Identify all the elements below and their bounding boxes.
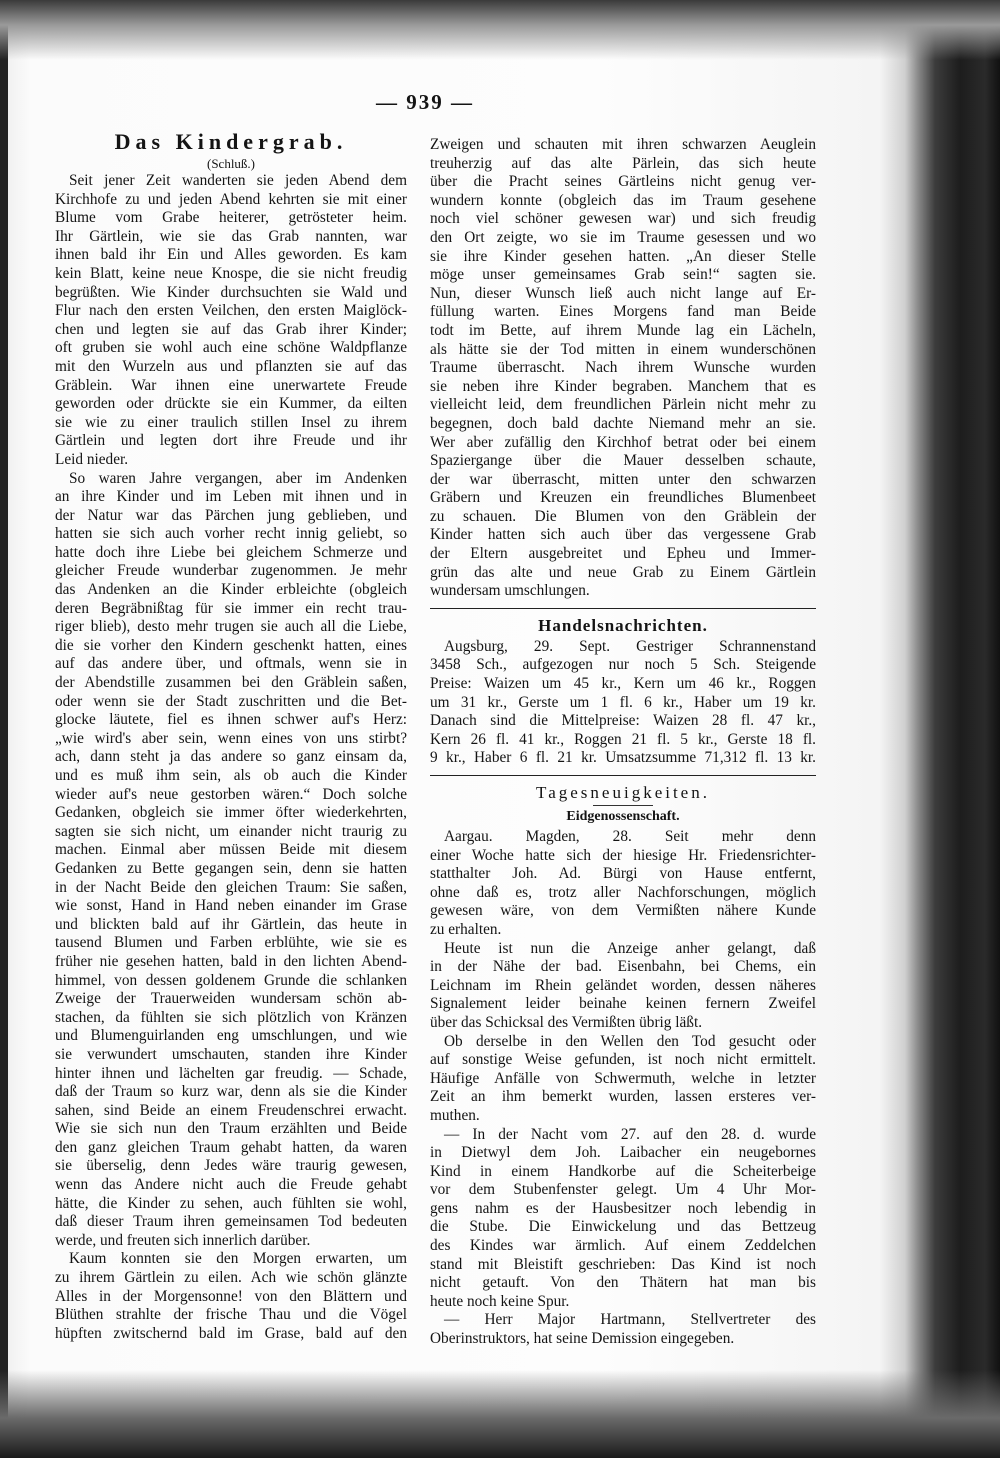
text-line: Alles in der Morgensonne! von den Blättern und (55, 1287, 407, 1305)
text-line: Kirchhofe zu und jeden Abend kehrten sie mit einer (55, 190, 407, 208)
text-line: Spaziergange über die Mauer desselben schaute, (430, 452, 816, 470)
text-line: zu erhalten. (430, 920, 502, 938)
section-divider (430, 775, 816, 776)
text-line: Gräbern und Kreuzen ein freundliches Blumenbeet (430, 489, 816, 507)
text-line: chen und legten sie auf das Grab ihrer Kinder; (55, 320, 407, 338)
text-line: und Blumenguirlanden eng umschlungen, und wie (55, 1027, 407, 1045)
text-line: Oberinstruktors, hat seine Demission eingegeben. (430, 1330, 735, 1348)
text-line: den Ort zeigte, wo sie im Traume gesessen und wo (430, 228, 816, 246)
text-line: mit den Wurzeln aus und pflanzten sie auf das (55, 357, 407, 375)
text-line: der war überrascht, mitten unter den schwarzen (430, 470, 816, 488)
text-line: begrüßten. Wie Kinder durchsuchten sie Wald und (55, 283, 407, 301)
text-line: Blume vom Grabe heiterer, getrösteter heim. (55, 209, 407, 227)
text-line: tausend Blumen und Farben erblühte, wie sie es (55, 934, 407, 952)
text-line: Gedanken, obgleich sie immer öfter wiederkehrten, (55, 804, 407, 822)
text-line: „wie wird's aber sein, wenn eines von uns stirbt? (55, 729, 407, 747)
text-line: Signalement leider beinahe keinen fernern Zweifel (430, 995, 816, 1013)
text-line: wundern konnte (obgleich das im Traum gesehene (430, 191, 816, 209)
text-line: über die Pracht seines Gärtleins nicht genug ver- (430, 173, 816, 191)
page-left-edge (0, 0, 8, 1458)
text-line: nicht getauft. Von den Thätern hat man bis (430, 1274, 816, 1292)
text-line: hätte, die Kinder zu sehen, auch fühlten sie wohl, (55, 1194, 407, 1212)
text-line: statthalter Joh. Ad. Bürgi von Hause entfernt, (430, 865, 816, 883)
text-line: Kern 26 fl. 41 kr., Roggen 21 fl. 5 kr., Gerste 18 fl. (430, 730, 816, 748)
text-line: um 31 kr., Gerste um 1 fl. 6 kr., Haber um 19 kr. (430, 693, 816, 711)
text-line: Häufige Anfälle von Schwermuth, welche in letzter (430, 1069, 816, 1087)
text-line: riger blieb), desto mehr trugen sie auch all die Liebe, (55, 618, 407, 636)
text-line: Flur nach den ersten Veilchen, den ersten Maiglöck- (55, 302, 407, 320)
text-line: Nun, dieser Wunsch ließ auch nicht lange auf Er- (430, 284, 816, 302)
text-line: auf sonstige Weise gefunden, ist noch nicht ermittelt. (430, 1051, 816, 1069)
text-line: — In der Nacht vom 27. auf den 28. d. wurde (444, 1125, 816, 1143)
text-line: in der Nähe der bad. Eisenbahn, bei Chems, ein (430, 958, 816, 976)
text-line: Zweigen und schauten mit ihren schwarzen Aeuglein (430, 136, 816, 153)
text-line: stachen, da fühlten sie sich plötzlich von Kränzen (55, 1008, 407, 1026)
section-divider (430, 608, 816, 609)
text-line: früher nie gesehen hatten, bald in den lichten Abend- (55, 952, 407, 970)
text-line: machen. Einmal aber müssen Beide mit diesem (55, 841, 407, 859)
text-line: 3458 Sch., aufgezogen nur noch 5 Sch. Steigende (430, 656, 816, 674)
text-line: als hätte sie der Tod mitten in einem wunderschönen (430, 340, 816, 358)
text-line: glocke läutete, fiel es ihnen schwer auf's Herz: (55, 711, 407, 729)
text-line: ihnen bald ihr Ein und Alles geworden. Es kam (55, 246, 407, 264)
text-line: kein Blatt, keine neue Knospe, die sie nicht freudig (55, 264, 407, 282)
text-line: werde, und freuten sich innerlich darüber. (55, 1231, 311, 1249)
text-line: des Kindes war ärmlich. Auf einem Zeddelchen (430, 1237, 816, 1255)
text-line: die sie vorher den Kindern geschenkt hatten, eines (55, 636, 407, 654)
text-line: gewesen wäre, von dem Vermißten nähere Kunde (430, 902, 816, 920)
text-line: der Abendstille zusammen bei den Gräblein saßen, (55, 674, 407, 692)
text-line: Aargau. Magden, 28. Seit mehr denn (444, 828, 816, 845)
text-line: zu schauen. Die Blumen von den Gräblein der (430, 507, 816, 525)
article-title: Das Kindergrab. (114, 129, 348, 154)
text-line: Ihr Gärtlein, wie sie das Grab nannten, war (55, 227, 407, 245)
text-line: oft gruben sie wohl auch eine schöne Waldpflanze (55, 339, 407, 357)
trade-news-text (430, 638, 816, 768)
text-line: Wie sie sich nun den Traum erzählten und Beide (55, 1120, 407, 1138)
text-line: Leichnam im Rhein geländet worden, dessen näheres (430, 976, 816, 994)
text-line: den ganz gleichen Traum gehabt hatten, da waren (55, 1138, 407, 1156)
daily-news-text (430, 828, 816, 1349)
text-line: daß dieser Traum ihren gemeinsamen Tod bedeuten (55, 1213, 407, 1231)
text-line: Danach sind die Mittelpreise: Waizen 28 fl. 47 kr., (430, 712, 816, 730)
text-line: vielleicht leid, dem freundlichen Pärlein nicht mehr zu (430, 396, 816, 414)
text-line: grün das alte und neue Grab zu Einem Gärtlein (430, 563, 816, 581)
text-line: Kind in einem Handkorbe auf die Scheiterbeige (430, 1162, 816, 1180)
text-line: über das Schicksal des Vermißten übrig läßt. (430, 1013, 703, 1031)
daily-news-heading: Tagesneuigkeiten. (536, 783, 710, 802)
text-line: — Herr Major Hartmann, Stellvertreter des (444, 1311, 816, 1329)
text-line: Heute ist nun die Anzeige anher gelangt, daß (444, 939, 816, 957)
text-line: noch viel schöner gewesen war) und sich freudig (430, 210, 816, 228)
article-text-left (55, 172, 407, 1343)
text-line: füllung warten. Eines Morgens fand man Beide (430, 303, 816, 321)
text-line: wundersam umschlungen. (430, 582, 590, 600)
text-line: und es muß ihm sein, als ob auch die Kinder (55, 767, 407, 784)
text-line: zu ihrem Gärtlein zu eilen. Ach wie schön glänzte (55, 1269, 407, 1287)
text-line: Gräblein. War ihnen eine unerwartete Freude (55, 376, 407, 394)
article-subtitle: (Schluß.) (206, 156, 256, 171)
text-line: oder wenn sie der Stadt zuschritten und die Bet- (55, 692, 407, 710)
left-column (55, 128, 407, 1343)
text-line: Gedanken zu Bette gegangen sein, denn sie hatten (55, 859, 407, 877)
text-line: ach, dann steht ja das andere so ganz einsam da, (55, 748, 407, 766)
text-line: treuherzig auf das alte Pärlein, das sich heute (430, 154, 816, 172)
text-line: Seit jener Zeit wanderten sie jeden Abend dem (69, 172, 407, 189)
trade-news-heading: Handelsnachrichten. (538, 615, 708, 635)
text-line: in Dietwyl dem Joh. Laibacher ein neugebornes (430, 1144, 816, 1162)
text-line: möge unser gemeinsames Grab sein!“ sagten sie. (430, 266, 816, 284)
text-line: in der Nacht Beide den gleichen Traum: Sie saßen, (55, 878, 407, 896)
text-line: der Natur war das Pärchen jung geblieben, und (55, 506, 407, 524)
text-line: an ihre Kinder und im Leben mit ihnen und in (55, 488, 407, 506)
text-line: Wer aber zufällig den Kirchhof betrat oder bei einem (430, 433, 816, 451)
text-line: ohne daß es, trotz aller Nachforschungen, möglich (430, 883, 816, 901)
text-line: hatten sie sich auch vorher recht innig geliebt, so (55, 525, 407, 543)
text-line: Zweige der Trauerweiden wundersam schön ab- (55, 990, 407, 1008)
text-line: Traume überrascht. Nach ihrem Wunsche wurden (430, 359, 816, 377)
text-line: Ob derselbe in den Wellen den Tod gesucht oder (444, 1032, 816, 1050)
text-line: sagten sie sich nicht, um einander nicht traurig zu (55, 822, 407, 840)
page-number: — 939 — (376, 90, 474, 114)
text-line: gens nahm es der Hausbesitzer noch lebendig in (430, 1199, 816, 1217)
text-line: Kaum konnten sie den Morgen erwarten, um (69, 1250, 407, 1268)
text-line: hüpften zwitschernd bald im Grase, bald auf den (55, 1324, 407, 1342)
text-line: wenn das Andere nicht auch die Freude gehabt (55, 1176, 407, 1194)
text-line: Augsburg, 29. Sept. Gestriger Schrannenstand (444, 637, 816, 655)
text-line: sie verwundert umschauten, standen ihre Kinder (55, 1045, 407, 1063)
text-line: hatte doch ihre Liebe bei gleichem Schmerze und (55, 543, 407, 561)
text-line: Preise: Waizen um 45 kr., Kern um 46 kr., Roggen (430, 675, 816, 693)
text-line: die Stube. Die Einwickelung und das Bettzeug (430, 1218, 816, 1236)
text-line: sie wie zu einer traulich stillen Insel zu ihrem (55, 413, 407, 431)
text-line: und blickten bald auf ihr Gärtlein, das heute in (55, 915, 407, 933)
text-line: muthen. (430, 1106, 480, 1124)
text-line: 9 kr., Haber 6 fl. 21 kr. Umsatzsumme 71,312 fl. 13 kr. (430, 749, 816, 767)
text-line: sie neben ihre Kinder begraben. Manchem that es (430, 377, 816, 395)
page-top-shadow (0, 0, 1000, 60)
text-line: wieder auf's neue gestorben wären.“ Doch solche (55, 785, 407, 803)
text-line: todt im Bette, auf ihrem Munde lag ein Lächeln, (430, 321, 816, 339)
text-line: vor dem Stubenfenster gelegt. Um 4 Uhr Mor- (430, 1181, 816, 1199)
text-line: wie sonst, Hand in Hand neben einander im Grase (55, 897, 407, 915)
text-line: sie ihre Kinder gesehen hatten. „An dieser Stelle (430, 247, 816, 265)
text-line: So waren Jahre vergangen, aber im Andenken (69, 469, 407, 487)
text-line: stand mit Bleistift geschrieben: Das Kind ist noch (430, 1255, 816, 1273)
text-line: Blüthen strahlte der frische Thau und die Vögel (55, 1306, 407, 1324)
text-line: Leid nieder. (55, 450, 129, 468)
daily-news-subheading: Eidgenossenschaft. (566, 809, 680, 824)
text-line: heute noch keine Spur. (430, 1292, 570, 1310)
text-line: gleicher Freude wunderbar zugenommen. Je mehr (55, 562, 407, 580)
text-line: auf das andere über, und oftmals, wenn sie in (55, 655, 407, 673)
text-line: Kinder hatten sich auch über das vergessene Grab (430, 526, 816, 544)
text-line: begegnen, doch bald dachte Niemand mehr an sie. (430, 414, 816, 432)
text-line: einer Woche hatte sich der hiesige Hr. Friedensrichter- (430, 846, 816, 864)
text-line: daß der Traum so kurz war, denn als sie die Kinder (55, 1083, 407, 1101)
text-line: geworden oder drückte sie ein Kummer, da eilten (55, 395, 407, 413)
text-line: sie überselig, denn Jedes wäre traurig gewesen, (55, 1157, 407, 1175)
text-line: Zeit an ihm bemerkt wurden, lassen ersteres ver- (430, 1088, 816, 1106)
text-line: der Eltern ausgebreitet und Epheu und Immer- (430, 545, 816, 563)
article-text-right (430, 136, 816, 601)
right-column (430, 136, 816, 1349)
page-bottom-shadow (0, 1370, 1000, 1458)
text-line: deren Begräbnißtag für sie immer ein recht trau- (55, 599, 407, 617)
text-line: himmel, von dessen goldenem Grunde die schlanken (55, 971, 407, 989)
text-line: sahen, sind Beide an einem Freudenschrei erwacht. (55, 1101, 407, 1119)
text-line: hinter ihnen und lächelten gar freudig. — Schade, (55, 1064, 407, 1082)
text-line: Gärtlein und legten dort ihre Freude und ihr (55, 432, 407, 450)
text-line: das Andenken an die Kinder erbleichte (obgleich (55, 581, 407, 599)
